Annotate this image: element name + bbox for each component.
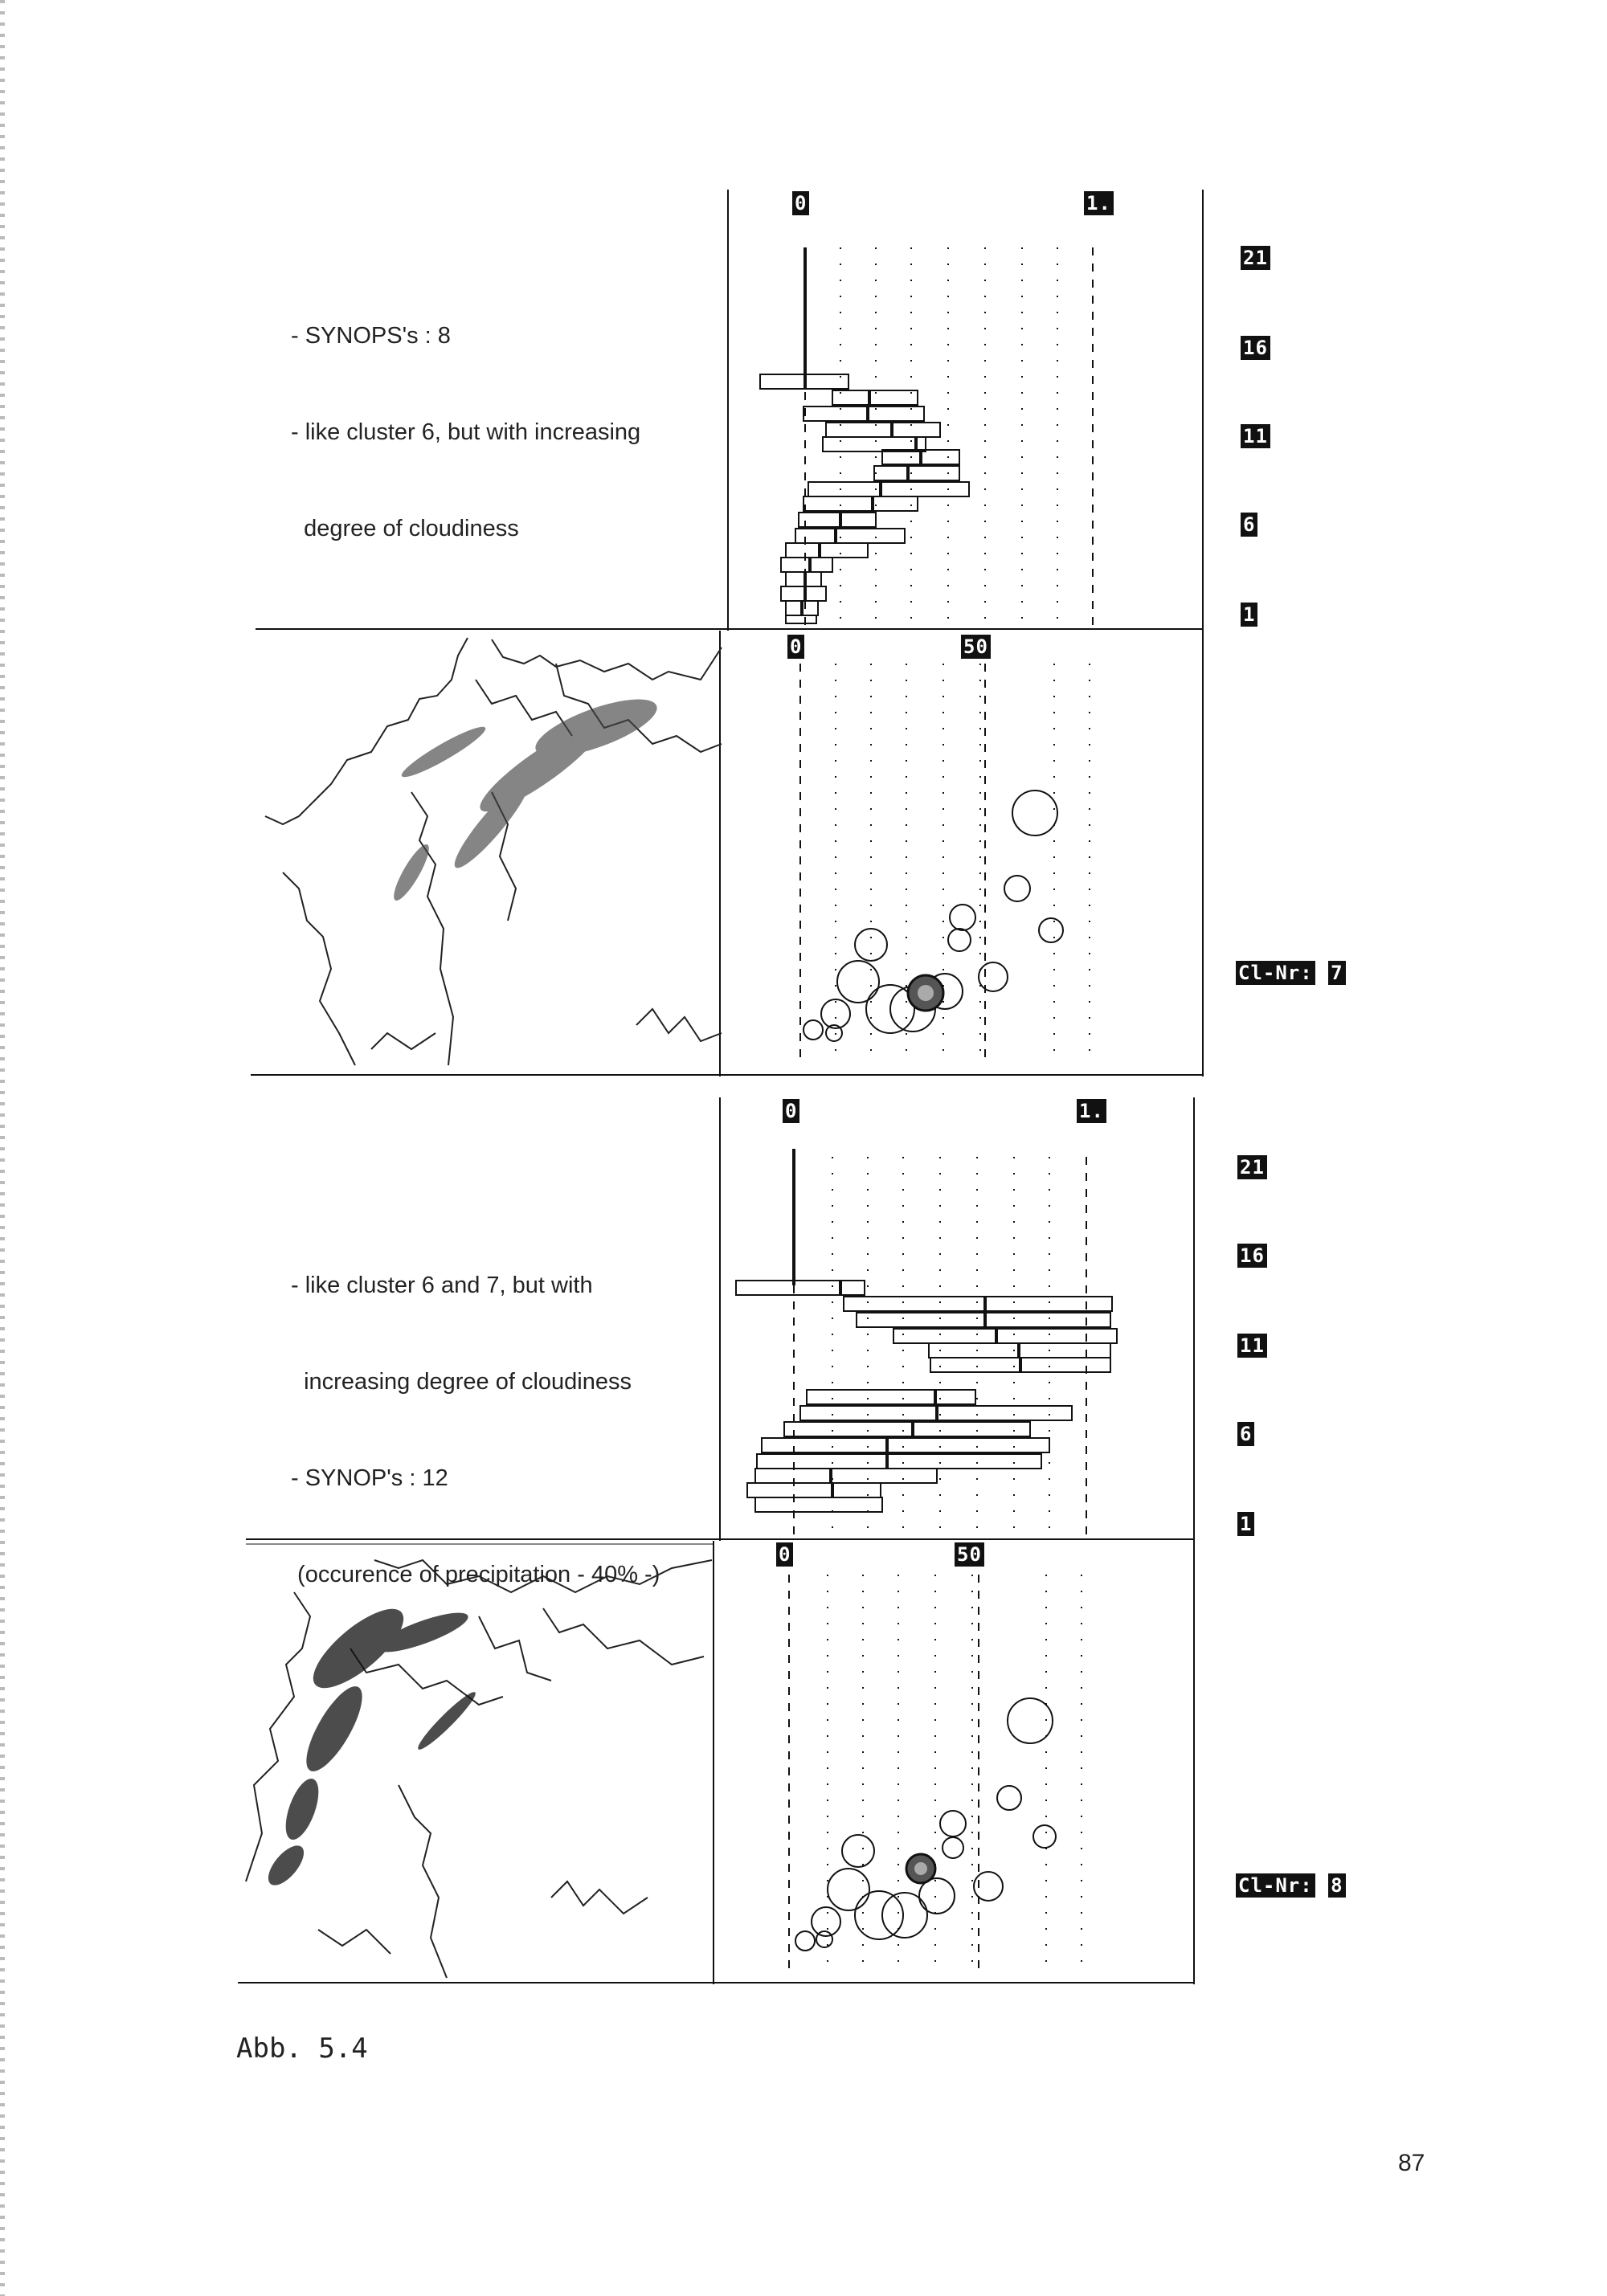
description-line: - like cluster 6, but with increasing (291, 419, 641, 445)
description-line: increasing degree of cloudiness (291, 1369, 632, 1395)
height-label: 6 (1241, 513, 1257, 537)
cluster-number: 7 (1328, 961, 1345, 985)
height-label: 6 (1237, 1422, 1254, 1446)
panel-1-top-axis-right: 1. (1084, 191, 1114, 215)
panel-1-bottom-axis-mid: 50 (961, 635, 991, 659)
description-line: - like cluster 6 and 7, but with (291, 1273, 593, 1298)
height-label: 21 (1241, 246, 1270, 270)
panel-2-map (238, 1544, 714, 1983)
height-label: 1 (1241, 603, 1257, 627)
panel-2-bottom-axis-mid: 50 (955, 1542, 984, 1567)
panel-2-cluster-id (1236, 1873, 1346, 1898)
cluster-number: 8 (1328, 1873, 1345, 1898)
page-number: 87 (1398, 2150, 1425, 2176)
height-label: 11 (1237, 1334, 1267, 1358)
description-line: - SYNOP's : 12 (291, 1465, 448, 1491)
panel-2-bottom-axis-left: 0 (776, 1542, 793, 1567)
description-line: degree of cloudiness (291, 516, 519, 541)
height-label: 11 (1241, 424, 1270, 448)
height-label: 1 (1237, 1512, 1254, 1536)
panel-2-top-axis-left: 0 (783, 1099, 799, 1123)
height-label: 16 (1241, 336, 1270, 360)
description-line: - SYNOPS's : 8 (291, 323, 451, 349)
figure-caption: Abb. 5.4 (236, 2032, 368, 2065)
panel-2-bubble-plot (715, 1542, 1193, 1981)
panel-2-cloud-profile-plot (723, 1125, 1193, 1538)
cluster-label: Cl-Nr: (1236, 961, 1315, 985)
height-label: 21 (1237, 1155, 1267, 1179)
panel-1-top-axis-left: 0 (792, 191, 809, 215)
panel-2-top-axis-right: 1. (1077, 1099, 1106, 1123)
panel-1-bottom-axis-left: 0 (787, 635, 804, 659)
height-label: 16 (1237, 1244, 1267, 1268)
cluster-label: Cl-Nr: (1236, 1873, 1315, 1898)
description-line: (occurence of precipitation - 40% -) (291, 1562, 660, 1587)
